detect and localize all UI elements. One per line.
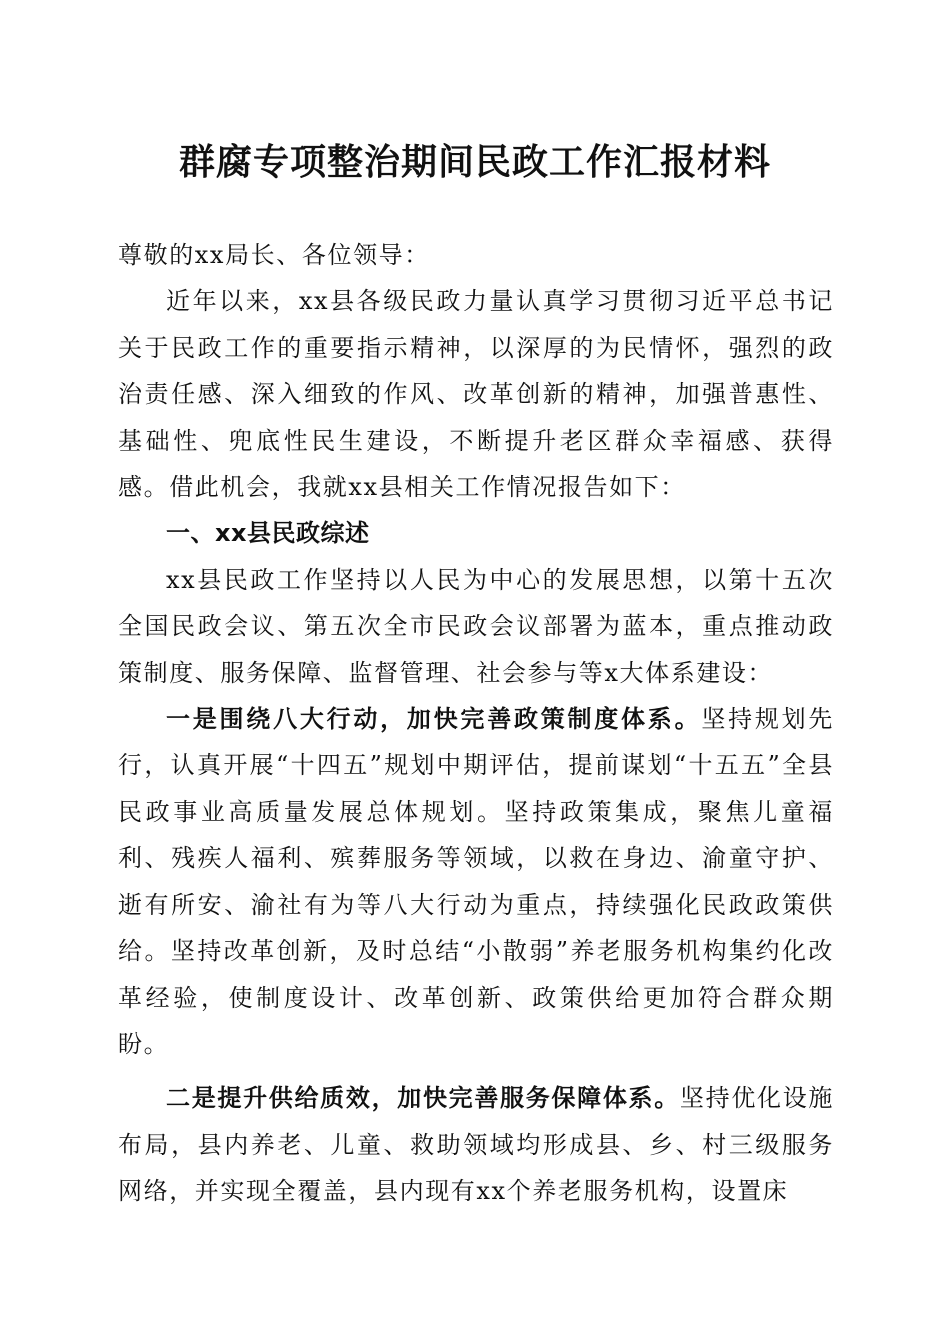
paragraph-service-system	[118, 1075, 834, 1214]
paragraph-lead: 一是围绕八大行动，加快完善政策制度体系。	[166, 704, 702, 734]
paragraph-text: 坚持规划先行，认真开展“十四五”规划中期评估，提前谋划“十五五”全县民政事业高质量发展总体规划。坚持政策集成，聚焦儿童福利、残疾人福利、殡葬服务等领域，以救在身边、渝童守护、逝有所安、渝社有为等八大行动为重点，持续强化民政政策供给。坚持改革创新，及时总结“小散弱”养老服务机构集约化改革经验，使制度设计、改革创新、政策供给更加符合群众期盼。	[118, 705, 835, 1058]
salutation: 尊敬的xx局长、各位领导：	[118, 241, 430, 269]
paragraph-lead: 二是提升供给质效，加快完善服务保障体系。	[166, 1083, 680, 1113]
section-heading: 一、xx县民政综述	[166, 519, 370, 548]
section-paragraph: xx县民政工作坚持以人民为中心的发展思想，以第十五次全国民政会议、第五次全市民政会议部署为蓝本，重点推动政策制度、服务保障、监督管理、社会参与等x大体系建设：	[118, 565, 834, 687]
paragraph-gap	[118, 1067, 834, 1075]
paragraph-text: 坚持优化设施布局，县内养老、儿童、救助领域均形成县、乡、村三级服务网络，并实现全覆盖，县内现有xx个养老服务机构，设置床	[118, 1084, 834, 1206]
document-body	[118, 232, 834, 1215]
paragraph-policy-system	[118, 696, 834, 1067]
intro-paragraph: 近年以来，xx县各级民政力量认真学习贯彻习近平总书记关于民政工作的重要指示精神，以深厚的为民情怀，强烈的政治责任感、深入细致的作风、改革创新的精神，加强普惠性、基础性、兜底性民生建设，不断提升老区群众幸福感、获得感。借此机会，我就xx县相关工作情况报告如下：	[118, 287, 834, 502]
document-title: 群腐专项整治期间民政工作汇报材料	[178, 141, 771, 183]
